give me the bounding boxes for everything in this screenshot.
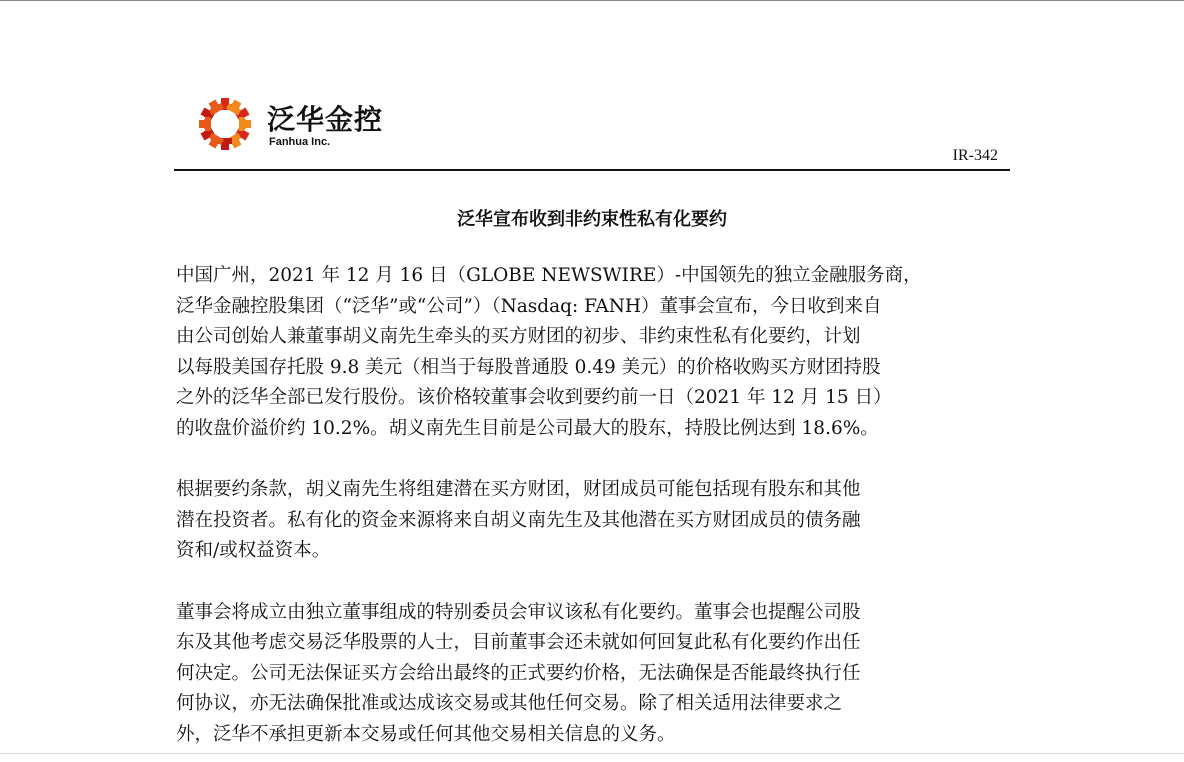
logo-english-name: Fanhua Inc. [269,136,331,148]
viewport-bottom-edge [0,753,1184,762]
text-line: 根据要约条款，胡义南先生将组建潜在买方财团，财团成员可能包括现有股东和其他 [176,479,861,501]
paragraph-2 [176,475,1016,567]
document-title: 泛华宣布收到非约束性私有化要约 [457,209,727,230]
text-line: 以每股美国存托股 9.8 美元（相当于每股普通股 0.49 美元）的价格收购买方财团持股 [176,356,881,378]
text-line: 何协议，亦无法确保批准或达成该交易或其他任何交易。除了相关适用法律要求之 [176,693,843,715]
logo-chinese-name: 泛华金控 [267,103,384,136]
text-line: 东及其他考虑交易泛华股票的人士，目前董事会还未就如何回复此私有化要约作出任 [176,632,861,654]
company-logo [193,96,393,156]
text-line: 潜在投资者。私有化的资金来源将来自胡义南先生及其他潜在买方财团成员的债务融 [176,509,861,531]
document-code: IR-342 [952,147,998,164]
paragraph-3 [176,598,1016,751]
text-line: 由公司创始人兼董事胡义南先生牵头的买方财团的初步、非约束性私有化要约，计划 [176,326,861,348]
document-body [176,261,1016,751]
text-line: 中国广州，2021 年 12 月 16 日（GLOBE NEWSWIRE）-中国领先的独立金融服务商， [176,265,922,286]
text-line: 外，泛华不承担更新本交易或任何其他交易相关信息的义务。 [176,723,676,745]
header-divider [174,169,1010,171]
text-line: 之外的泛华全部已发行股份。该价格较董事会收到要约前一日（2021 年 12 月 15 日） [176,387,892,409]
text-line: 泛华金融控股集团（“泛华”或“公司”）（Nasdaq: FANH）董事会宣布，今日收到来自 [176,295,882,317]
text-line: 资和/或权益资本。 [176,540,331,562]
paragraph-1 [176,261,1016,445]
text-line: 的收盘价溢价约 10.2%。胡义南先生目前是公司最大的股东，持股比例达到 18.6%。 [176,417,879,439]
fanhua-logo-icon [193,96,259,154]
text-line: 何决定。公司无法保证买方会给出最终的正式要约价格，无法确保是否能最终执行任 [176,662,861,684]
text-line: 董事会将成立由独立董事组成的特别委员会审议该私有化要约。董事会也提醒公司股 [176,601,861,623]
